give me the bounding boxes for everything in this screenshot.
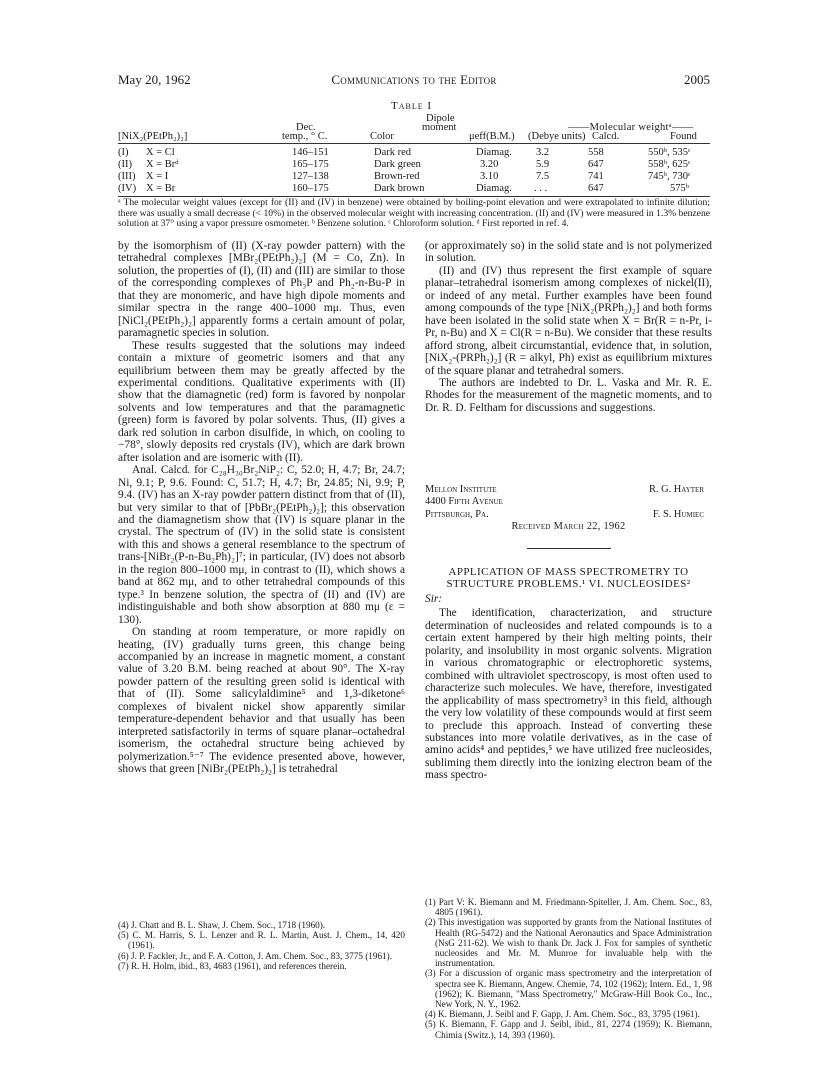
row-color: Brown-red <box>374 171 420 182</box>
mw-group-label: Molecular weightᵃ <box>589 122 672 133</box>
row-found: 558ᵇ, 625ᶜ <box>648 159 691 170</box>
row-color: Dark brown <box>374 183 425 194</box>
row-calcd: 647 <box>588 183 604 194</box>
row-mu: 3.20 <box>480 159 499 170</box>
reference-item: (4) K. Biemann, J. Seibl and F. Gapp, J. Am. Chem. Soc., 83, 3795 (1961). <box>425 1009 700 1020</box>
header-compound: [NiX₂(PEtPh₂)₂] <box>118 131 188 142</box>
reference-item: (6) J. P. Fackler, Jr., and F. A. Cotton, J. Am. Chem. Soc., 83, 3775 (1961). <box>118 950 393 961</box>
left-column <box>118 240 405 775</box>
row-color: Dark green <box>374 159 421 170</box>
reference-item: (5) C. M. Harris, S. L. Lenzer and R. L. Martin, Aust. J. Chem., 14, 420 (1961). <box>118 930 405 951</box>
row-dec: 146–151 <box>292 147 329 158</box>
row-dec: 160–175 <box>292 183 329 194</box>
page-number: 2005 <box>684 72 710 87</box>
row-x: X = Cl <box>146 147 175 158</box>
row-id: (I) <box>118 147 129 158</box>
row-mu: 3.10 <box>480 171 499 182</box>
table-footnote: ᵃ The molecular weight values (except for (II) and (IV) in benzene) were obtained by boiling-point elevation and were extrapolated to infinite dilution; there was usually a small decrease (< 10%) in the observed molecular weight with increasing concentration. (II) and (IV) were measured in 1.3% benzene solution at 37° using a vapor pressure osmometer. ᵇ Benzene solution. ᶜ Chloroform solution. ᵈ First reported in ref. 4. <box>118 197 710 230</box>
row-mu: Diamag. <box>476 183 512 194</box>
row-dipole: 3.2 <box>536 147 550 158</box>
left-paragraph-4: On standing at room temperature, or more rapidly on heating, (IV) gradually turns green, this change being accompanied by an increase in magnetic moment, a constant value of 3.20 B.M. being reached at about 90°. The X-ray powder pattern of the resulting green solid is identical with that of (II). Some salicylaldimine⁵ and 1,3-diketone⁶ complexes of bivalent nickel show apparently similar temperature-dependent behavior and that usually has been interpreted satisfactorily in terms of square planar–octahedral isomerism, the octahedral structure being achieved by polymerization.⁵⁻⁷ The evidence presented above, however, shows that green [NiBr₂(PEtPh₂)₂] is tetrahedral <box>118 626 405 776</box>
row-dec: 165–175 <box>292 159 329 170</box>
running-header <box>118 72 710 88</box>
article-title-line-2: STRUCTURE PROBLEMS.¹ VI. NUCLEOSIDES² <box>446 578 691 591</box>
header-dec-1: Dec. <box>296 122 316 133</box>
author-1: R. G. Hayter <box>648 484 704 495</box>
affiliation-block <box>425 484 712 521</box>
header-dipole-3: (Debye units) <box>528 131 586 142</box>
row-dipole: 5.9 <box>536 159 550 170</box>
article-title <box>425 566 712 591</box>
header-calcd: Calcd. <box>592 131 620 142</box>
data-table <box>118 112 710 198</box>
institute-address: 4400 Fifth Avenue <box>425 496 503 508</box>
row-dec: 127–138 <box>292 171 329 182</box>
right-references <box>425 897 712 1040</box>
row-found: 575ᵇ <box>670 183 690 194</box>
row-dipole: 7.5 <box>536 171 550 182</box>
right-paragraph-1: (or approximately so) in the solid state and is not polymerized in solution. <box>425 240 712 265</box>
institute-name: Mellon Institute <box>425 484 497 495</box>
reference-item: (7) R. H. Holm, ibid., 83, 4683 (1961), and references therein. <box>118 960 347 971</box>
received-date: Received March 22, 1962 <box>511 521 626 532</box>
right-paragraph-2: (II) and (IV) thus represent the first example of square planar–tetrahedral isomerism among complexes of nickel(II), or indeed of any metal. Further examples have been found among compounds of the type [NiX₂(PRPh₂)₂] and both forms have been isolated in the solid state when X = Br(R = n-Pr, i-Pr, n-Bu) and X = Cl(R = n-Bu). We consider that these results afford strong, albeit circumstantial, evidence that, in solution, [NiX₂-(PRPh₂)₂] (R = alkyl, Ph) exist as equilibrium mixtures of the square planar and tetrahedral somers. <box>425 264 712 377</box>
header-dec-2: temp., ° C. <box>282 131 328 142</box>
author-2: F. S. Humiec <box>652 508 704 520</box>
reference-item: (1) Part V: K. Biemann and M. Friedmann-Spiteller, J. Am. Chem. Soc., 83, 4805 (1961). <box>425 897 712 918</box>
right-column-upper <box>425 240 712 414</box>
article-title-line-1: APPLICATION OF MASS SPECTROMETRY TO <box>448 566 689 578</box>
row-x: X = Brᵈ <box>146 159 179 170</box>
left-paragraph-2: These results suggested that the solutions may indeed contain a mixture of geometric isomers and that any equilibrium between them may be greatly affected by the experimental conditions. Qualitative experiments with (II) show that the diamagnetic (red) form is favored by nonpolar solvents and low temperatures and that the paramagnetic (green) form is favored by polar solvents. Thus, (II) gives a dark red solution in carbon disulfide, in which, on cooling to −78°, slowly deposits red crystals (IV), which are dark brown after isolation and are isomeric with (II). <box>118 339 405 464</box>
row-dipole: . . . <box>534 183 548 194</box>
row-x: X = Br <box>146 183 176 194</box>
header-dipole-2: moment <box>422 122 457 133</box>
article-separator <box>527 548 611 549</box>
row-id: (II) <box>118 159 132 170</box>
reference-item: (2) This investigation was supported by grants from the National Institutes of Health (RG-5472) and the National Aeronautics and Space Administration (NsG 211-62). We wish to thank Dr. Jack J. Fox for samples of synthetic nucleosides and Mr. M. Munroe for invaluable help with the instrumentation. <box>425 917 712 969</box>
row-id: (IV) <box>118 183 137 194</box>
row-calcd: 647 <box>588 159 604 170</box>
right-column-lower <box>425 593 712 782</box>
table-rule-top <box>118 143 710 144</box>
table-caption: Table I <box>390 100 433 112</box>
section-title: Communications to the Editor <box>331 72 497 87</box>
right-paragraph-3: The authors are indebted to Dr. L. Vaska and Mr. R. E. Rhodes for the measurement of the magnetic moments, and to Dr. R. D. Feltham for discussions and suggestions. <box>425 376 712 414</box>
header-found: Found <box>670 131 697 142</box>
row-calcd: 558 <box>588 147 604 158</box>
article-separator-wrap <box>425 548 712 549</box>
header-mu: μeff(B.M.) <box>469 131 515 142</box>
reference-item: (4) J. Chatt and B. L. Shaw, J. Chem. Soc., 1718 (1960). <box>118 920 326 930</box>
row-found: 745ᵇ, 730ᶜ <box>648 171 691 182</box>
row-calcd: 741 <box>588 171 604 182</box>
article-body: The identification, characterization, and structure determination of nucleosides and related compounds is to a certain extent hampered by their high melting points, their polarity, and insolubility in most organic solvents. Migration in various chromatographic or electrophoretic systems, combined with ultraviolet spectroscopy, is most often used to characterize such molecules. We have, therefore, investigated the applicability of mass spectrometry³ in this field, although the very low volatility of these compounds would at first seem to preclude this approach. Instead of converting these substances into more volatile derivatives, as in the case of amino acids⁴ and peptides,⁵ we have utilized free nucleosides, subliming them directly into the ionizing electron beam of the mass spectro- <box>425 607 712 782</box>
header-mw-group: ——Molecular weightᵃ—— <box>568 122 694 133</box>
institute-city: Pittsburgh, Pa. <box>425 508 489 520</box>
left-references <box>118 920 405 971</box>
reference-item: (5) K. Biemann, F. Gapp and J. Seibl, ibid., 81, 2274 (1959); K. Biemann, Chimia (Switz.), 14, 393 (1960). <box>425 1019 712 1040</box>
row-mu: Diamag. <box>476 147 512 158</box>
header-dipole-1: Dipole <box>426 113 455 124</box>
row-x: X = I <box>146 171 169 182</box>
row-id: (III) <box>118 171 136 182</box>
salutation: Sir: <box>425 593 443 605</box>
row-color: Dark red <box>374 147 412 158</box>
row-found: 550ᵇ, 535ᶜ <box>648 147 691 158</box>
left-paragraph-1: by the isomorphism of (II) (X-ray powder pattern) with the tetrahedral complexes [MBr₂(PEtPh₂)₂] (M = Co, Zn). In solution, the properties of (I), (II) and (III) are similar to those of the corresponding complexes of Ph₃P and Ph₂-n-Bu-P in that they are monomeric, and have high dipole moments and similar spectra in the range 400–1000 mμ. Thus, even [NiCl₂(PEtPh₂)₂] apparently forms a certain amount of polar, paramagnetic species in solution. <box>118 240 405 340</box>
left-paragraph-3: Anal. Calcd. for C₂₈H₃₀Br₂NiP₂: C, 52.0; H, 4.7; Br, 24.7; Ni, 9.1; P, 9.6. Found: C, 51.7; H, 4.7; Br, 24.85; Ni, 9.9; P, 9.4. (IV) has an X-ray powder pattern distinct from that of (II), but very similar to that of [PbBr₂(PEtPh₂)₂]; this observation and the diamagnetism show that (IV) is square planar in the crystal. The spectrum of (IV) in the solid state is consistent with this and shows a general resemblance to the spectrum of trans-[NiBr₂(P-n-Bu₂Ph)₂]⁷; in particular, (IV) does not absorb in the region 800–1000 mμ, in contrast to (II), which shows a band at 862 mμ, and to other tetrahedral compounds of this type.³ In benzene solution, the spectra of (II) and (IV) are indistinguishable and both show absorption at 880 mμ (ε = 130). <box>118 464 405 626</box>
issue-date: May 20, 1962 <box>118 72 191 87</box>
header-color: Color <box>370 131 394 142</box>
reference-item: (3) For a discussion of organic mass spectrometry and the interpretation of spectra see K. Biemann, Angew. Chemie, 74, 102 (1962); Intern. Ed., 1, 98 (1962); K. Biemann, "Mass Spectrometry," McGraw-Hill Book Co., Inc., New York, N. Y., 1962. <box>425 968 712 1010</box>
